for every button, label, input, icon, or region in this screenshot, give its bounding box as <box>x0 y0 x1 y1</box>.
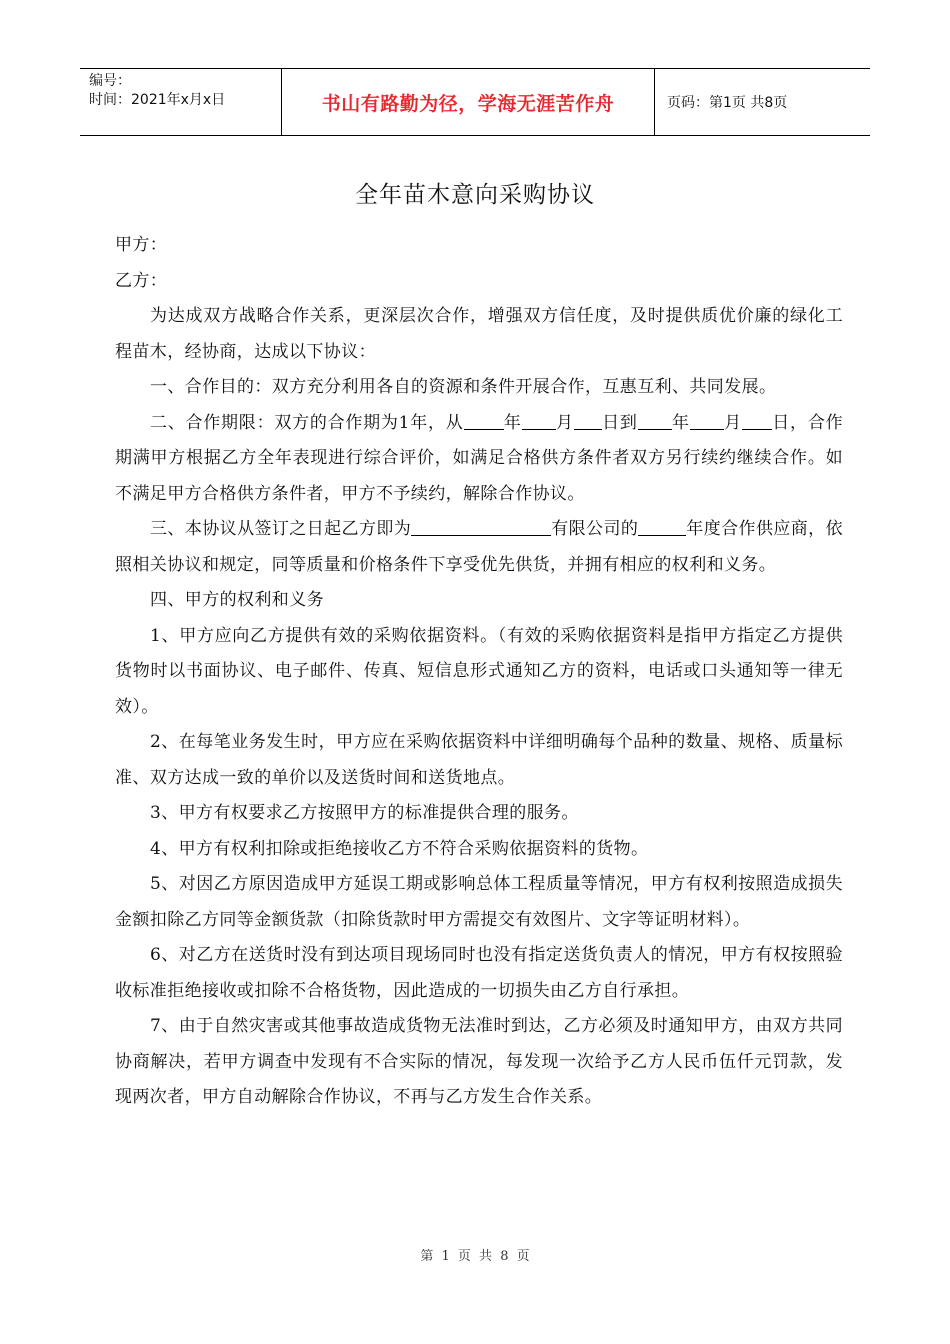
clause-4-item-1: 1、甲方应向乙方提供有效的采购依据资料。（有效的采购依据资料是指甲方指定乙方提供货物时以书面协议、电子邮件、传真、短信息形式通知乙方的资料，电话或口头通知等一律无效）。 <box>115 625 843 717</box>
clause-2-month-unit: 月 <box>555 412 574 433</box>
document-header <box>80 68 870 136</box>
party-a-line: 甲方： <box>115 235 168 255</box>
clause-4-item-4: 4、甲方有权利扣除或拒绝接收乙方不符合采购依据资料的货物。 <box>150 838 649 859</box>
blank-end-day <box>742 411 772 430</box>
header-motto: 书山有路勤为径，学海无涯苦作舟 <box>281 69 655 135</box>
blank-end-year <box>638 411 672 430</box>
intro-paragraph: 为达成双方战略合作关系，更深层次合作，增强双方信任度，及时提供质优价廉的绿化工程苗木，经协商，达成以下协议： <box>115 306 843 362</box>
clause-2-prefix: 二、合作期限：双方的合作期为1年，从 <box>150 412 464 433</box>
header-page-info: 页码：第1页 共8页 <box>667 95 788 111</box>
clause-4-item-5: 5、对因乙方原因造成甲方延误工期或影响总体工程质量等情况，甲方有权利按照造成损失金额扣除乙方同等金额货款（扣除货款时甲方需提交有效图片、文字等证明材料）。 <box>115 874 843 930</box>
clause-4-title: 四、甲方的权利和义务 <box>150 590 324 610</box>
party-b-line: 乙方： <box>115 270 168 291</box>
blank-start-year <box>464 411 504 430</box>
clause-2-day-end: 日， <box>771 412 808 433</box>
blank-end-month <box>690 411 724 430</box>
clause-4-item-2: 2、在每笔业务发生时，甲方应在采购依据资料中详细明确每个品种的数量、规格、质量标准、双方达成一致的单价以及送货时间和送货地点。 <box>115 732 843 788</box>
blank-start-month <box>522 411 556 430</box>
clause-2 <box>115 406 843 513</box>
clause-2-end-month-unit: 月 <box>723 412 742 433</box>
clause-4-item-6: 6、对乙方在送货时没有到达项目现场同时也没有指定送货负责人的情况，甲方有权按照验收标准拒绝接收或扣除不合格货物，因此造成的一切损失由乙方自行承担。 <box>115 945 843 1001</box>
blank-start-day <box>574 411 602 430</box>
clause-3-rest: 年度合作供应商，依照相关协议和规定，同等质量和价格条件下享受优先供货，并拥有相应的权利和义务。 <box>115 519 843 575</box>
clause-3-prefix: 三、本协议从签订之日起乙方即为 <box>150 519 412 539</box>
blank-year <box>638 517 686 536</box>
clause-2-day-to: 日到 <box>601 412 638 433</box>
document-title: 全年苗木意向采购协议 <box>355 182 595 208</box>
clause-1: 一、合作目的：双方充分利用各自的资源和条件开展合作，互惠互利、共同发展。 <box>150 377 777 397</box>
page-footer: 第 1 页 共 8 页 <box>420 1249 530 1264</box>
clause-2-end-year-unit: 年 <box>671 412 690 433</box>
header-meta <box>80 69 281 135</box>
clause-3 <box>115 512 843 583</box>
number-label: 编号： <box>89 73 131 89</box>
clause-4-item-7: 7、由于自然灾害或其他事故造成货物无法准时到达，乙方必须及时通知甲方，由双方共同协商解决，若甲方调查中发现有不合实际的情况，每发现一次给予乙方人民币伍仟元罚款，发现两次者，甲方自动解除合作协议，不再与乙方发生合作关系。 <box>115 1016 843 1107</box>
date-line: 时间：2021年x月x日 <box>89 92 226 108</box>
clause-2-rest: 合作期满甲方根据乙方全年表现进行综合评价，如满足合格供方条件者双方另行续约继续合作。如不满足甲方合格供方条件者，甲方不予续约，解除合作协议。 <box>115 412 843 504</box>
blank-company-name <box>411 517 551 536</box>
clause-4-item-3: 3、甲方有权要求乙方按照甲方的标准提供合理的服务。 <box>150 803 579 823</box>
clause-3-company: 有限公司的 <box>551 519 639 539</box>
document-body <box>115 228 843 1116</box>
clause-2-year-unit: 年 <box>503 412 522 433</box>
